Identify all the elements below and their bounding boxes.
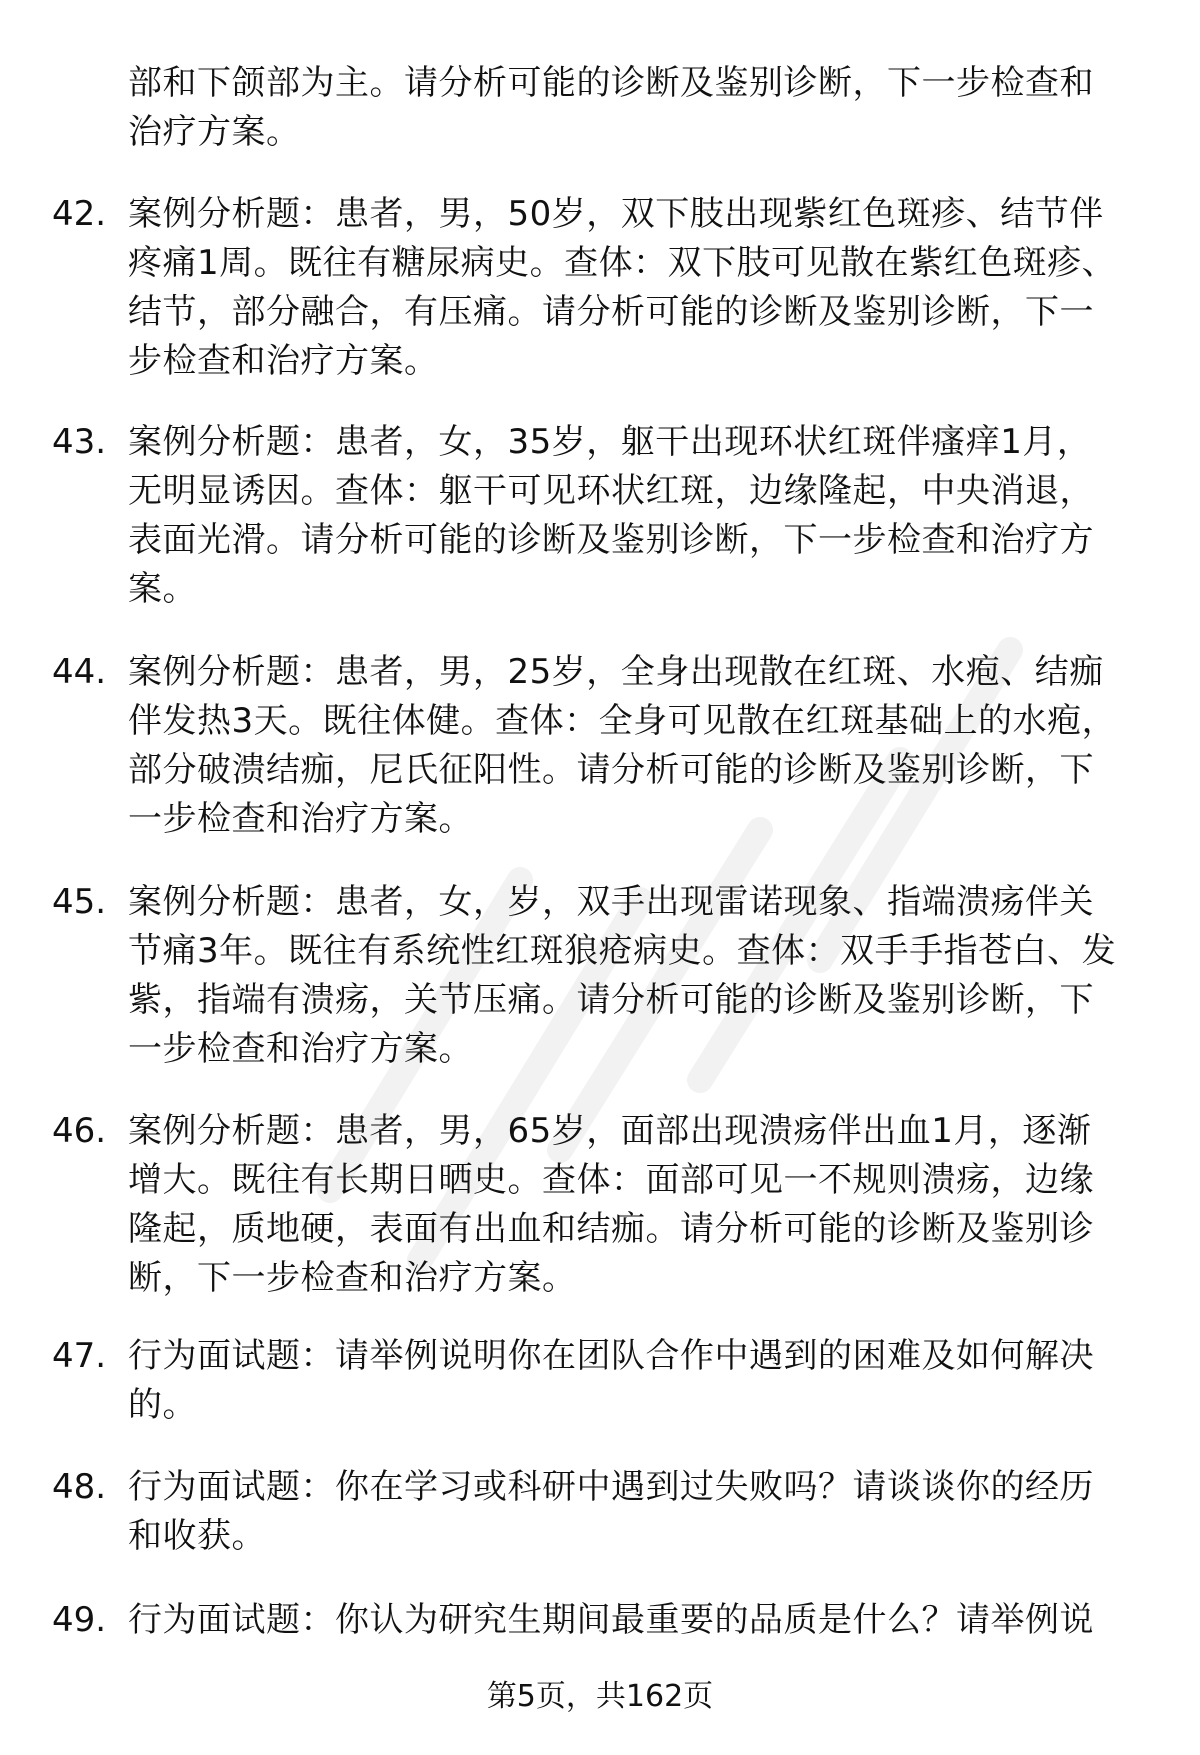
question-text-line: 的。 bbox=[128, 1385, 197, 1425]
question-number: 44. bbox=[52, 652, 107, 692]
question-text-line: 伴发热3天。既往体健。查体：全身可见散在红斑基础上的水疱， bbox=[128, 701, 1117, 741]
page-number-footer: 第5页，共162页 bbox=[486, 1679, 714, 1714]
question-number: 45. bbox=[52, 882, 107, 922]
question-number: 49. bbox=[52, 1600, 107, 1640]
question-text-line: 案例分析题：患者，男，25岁，全身出现散在红斑、水疱、结痂 bbox=[128, 652, 1104, 692]
question-text-line: 一步检查和治疗方案。 bbox=[128, 799, 473, 839]
question-number: 47. bbox=[52, 1336, 107, 1376]
question-text-line: 步检查和治疗方案。 bbox=[128, 341, 439, 381]
question-text-line: 表面光滑。请分析可能的诊断及鉴别诊断，下一步检查和治疗方 bbox=[128, 520, 1094, 560]
question-text-line: 和收获。 bbox=[128, 1516, 266, 1556]
question-text-line: 行为面试题：请举例说明你在团队合作中遇到的困难及如何解决 bbox=[128, 1336, 1094, 1376]
question-text-line: 案例分析题：患者，男，50岁，双下肢出现紫红色斑疹、结节伴 bbox=[128, 194, 1104, 234]
question-text-line: 增大。既往有长期日晒史。查体：面部可见一不规则溃疡，边缘 bbox=[128, 1160, 1094, 1200]
question-text-line: 结节，部分融合，有压痛。请分析可能的诊断及鉴别诊断，下一 bbox=[128, 292, 1094, 332]
question-number: 48. bbox=[52, 1467, 107, 1507]
question-text-line: 案例分析题：患者，男，65岁，面部出现溃疡伴出血1月，逐渐 bbox=[128, 1111, 1092, 1151]
question-number: 42. bbox=[52, 194, 107, 234]
question-text-line: 治疗方案。 bbox=[128, 112, 301, 152]
question-text-line: 部和下颌部为主。请分析可能的诊断及鉴别诊断，下一步检查和 bbox=[128, 63, 1094, 103]
question-text-line: 案。 bbox=[128, 569, 197, 609]
question-text-line: 行为面试题：你认为研究生期间最重要的品质是什么？请举例说 bbox=[128, 1600, 1094, 1640]
question-text-line: 断，下一步检查和治疗方案。 bbox=[128, 1258, 577, 1298]
question-text-line: 无明显诱因。查体：躯干可见环状红斑，边缘隆起，中央消退， bbox=[128, 471, 1094, 511]
question-text-line: 一步检查和治疗方案。 bbox=[128, 1029, 473, 1069]
question-text-line: 案例分析题：患者，女，35岁，躯干出现环状红斑伴瘙痒1月， bbox=[128, 422, 1092, 462]
question-text-line: 疼痛1周。既往有糖尿病史。查体：双下肢可见散在紫红色斑疹、 bbox=[128, 243, 1117, 283]
question-text-line: 紫，指端有溃疡，关节压痛。请分析可能的诊断及鉴别诊断，下 bbox=[128, 980, 1094, 1020]
question-number: 43. bbox=[52, 422, 107, 462]
question-text-line: 行为面试题：你在学习或科研中遇到过失败吗？请谈谈你的经历 bbox=[128, 1467, 1094, 1507]
question-text-line: 节痛3年。既往有系统性红斑狼疮病史。查体：双手手指苍白、发 bbox=[128, 931, 1117, 971]
question-text-line: 隆起，质地硬，表面有出血和结痂。请分析可能的诊断及鉴别诊 bbox=[128, 1209, 1094, 1249]
question-text-line: 案例分析题：患者，女，岁，双手出现雷诺现象、指端溃疡伴关 bbox=[128, 882, 1094, 922]
question-number: 46. bbox=[52, 1111, 107, 1151]
question-text-line: 部分破溃结痂，尼氏征阳性。请分析可能的诊断及鉴别诊断，下 bbox=[128, 750, 1094, 790]
